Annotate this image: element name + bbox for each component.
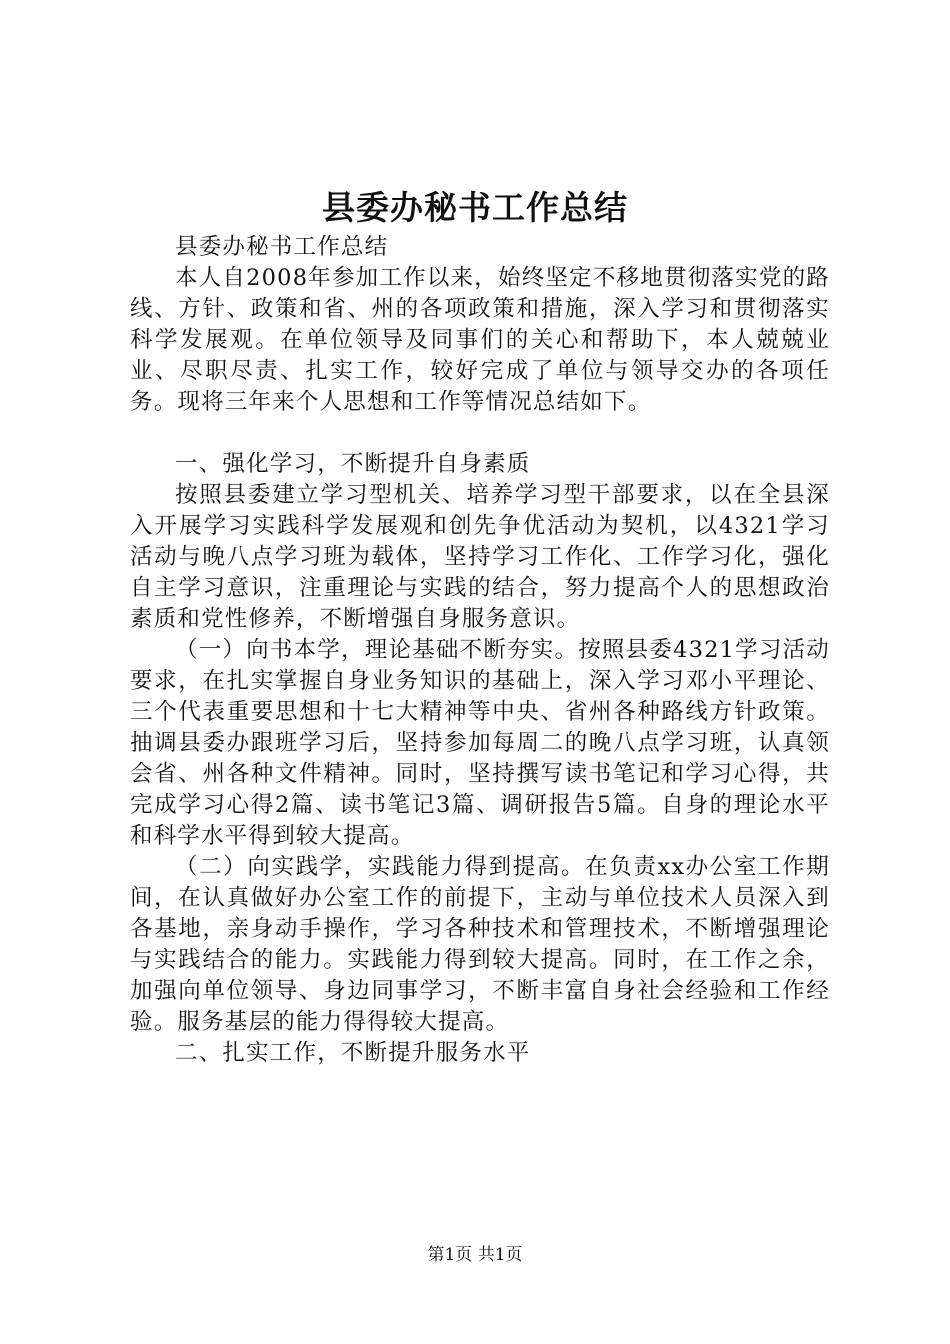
page-footer: 第1页 共1页 [427, 1245, 523, 1265]
paragraph-heading-repeat: 县委办秘书工作总结 [175, 234, 389, 260]
paragraph-intro: 本人自2008年参加工作以来，始终坚定不移地贯彻落实党的路线、方针、政策和省、州的各项政策和措施，深入学习和贯彻落实科学发展观。在单位领导及同事们的关心和帮助下，本人兢兢业业、尽职尽责、扎实工作，较好完成了单位与领导交办的各项任务。现将三年来个人思想和工作等情况总结如下。 [130, 265, 830, 415]
section-heading-1: 一、强化学习，不断提升自身素质 [175, 451, 531, 477]
paragraph-subsection-1: （一）向书本学，理论基础不断夯实。按照县委4321学习活动要求，在扎实掌握自身业务知识的基础上，深入学习邓小平理论、三个代表重要思想和十七大精神等中央、省州各种路线方针政策。抽调县委办跟班学习后，坚持参加每周二的晚八点学习班，认真领会省、州各种文件精神。同时，坚持撰写读书笔记和学习心得，共完成学习心得2篇、读书笔记3篇、调研报告5篇。自身的理论水平和科学水平得到较大提高。 [130, 637, 830, 849]
paragraph-section-1: 按照县委建立学习型机关、培养学习型干部要求，以在全县深入开展学习实践科学发展观和创先争优活动为契机，以4321学习活动与晚八点学习班为载体，坚持学习工作化、工作学习化，强化自主学习意识，注重理论与实践的结合，努力提高个人的思想政治素质和党性修养，不断增强自身服务意识。 [130, 482, 830, 632]
document-body [130, 232, 830, 1069]
paragraph-subsection-2: （二）向实践学，实践能力得到提高。在负责xx办公室工作期间，在认真做好办公室工作的前提下，主动与单位技术人员深入到各基地，亲身动手操作，学习各种技术和管理技术，不断增强理论与实践结合的能力。实践能力得到较大提高。同时，在工作之余，加强向单位领导、身边同事学习，不断丰富自身社会经验和工作经验。服务基层的能力得得较大提高。 [130, 854, 830, 1035]
document-title: 县委办秘书工作总结 [322, 188, 628, 227]
section-heading-2: 二、扎实工作，不断提升服务水平 [175, 1040, 531, 1066]
